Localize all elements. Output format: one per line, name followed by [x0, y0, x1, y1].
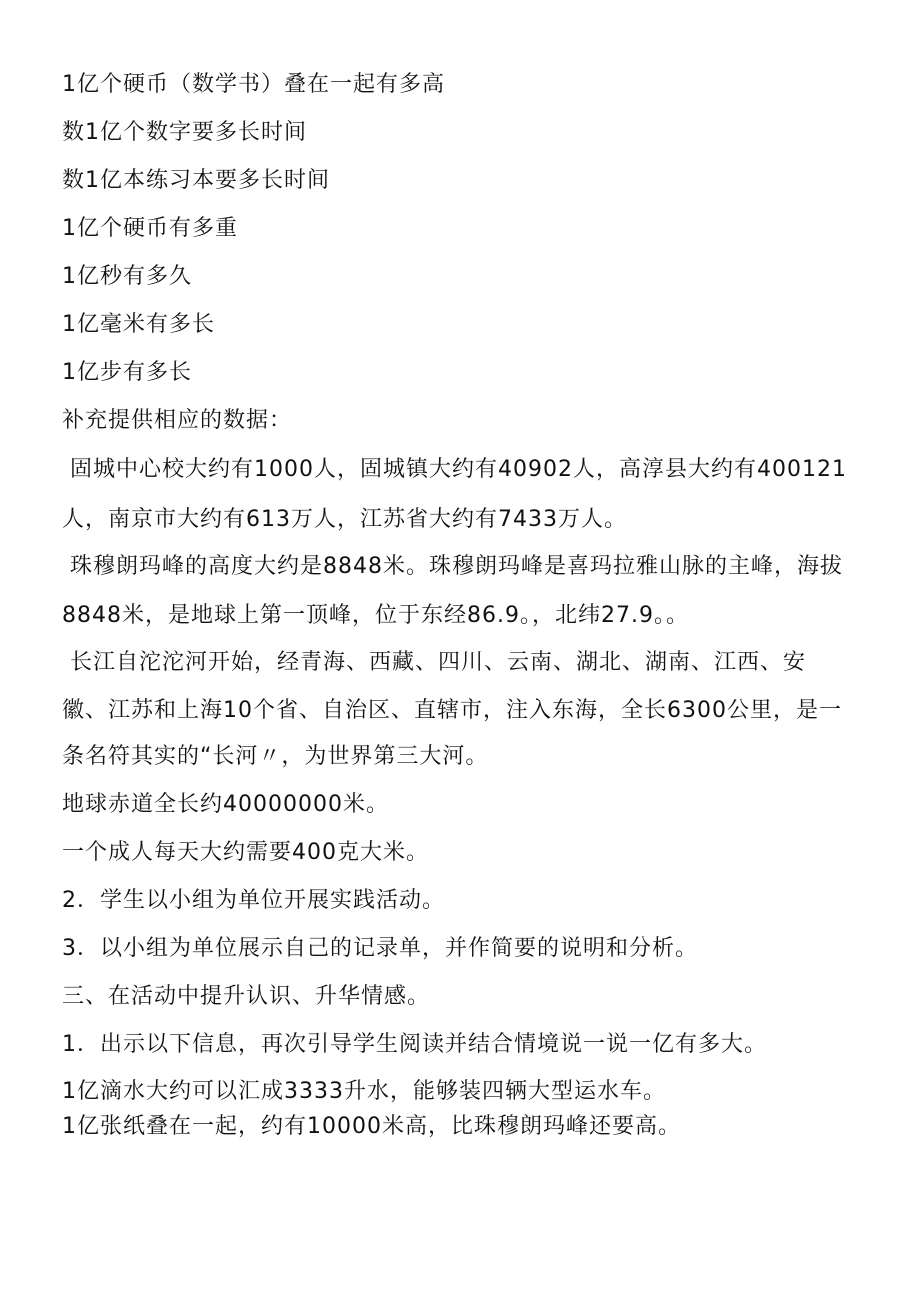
yangtze-paragraph-line-3: 条名符其实的“长河〃，为世界第三大河。 — [62, 744, 489, 769]
question-millimeters: 1亿毫米有多长 — [62, 312, 215, 337]
population-paragraph-line-1: 固城中心校大约有1000人，固城镇大约有40902人，高淳县大约有400121 — [70, 457, 847, 482]
paper-fact: 1亿张纸叠在一起，约有10000米高，比珠穆朗玛峰还要高。 — [62, 1114, 681, 1139]
equator-fact: 地球赤道全长约40000000米。 — [62, 792, 389, 817]
water-fact: 1亿滴水大约可以汇成3333升水，能够装四辆大型运水车。 — [62, 1079, 666, 1104]
section-three-heading: 三、在活动中提升认识、升华情感。 — [62, 984, 431, 1009]
question-coin-weight: 1亿个硬币有多重 — [62, 216, 238, 241]
everest-paragraph-line-2: 8848米，是地球上第一顶峰，位于东经86.9。，北纬27.9。。 — [62, 603, 689, 628]
step-2: 2．学生以小组为单位开展实践活动。 — [62, 888, 445, 913]
question-count-numbers: 数1亿个数字要多长时间 — [62, 120, 307, 145]
everest-paragraph-line-1: 珠穆朗玛峰的高度大约是8848米。珠穆朗玛峰是喜玛拉雅山脉的主峰，海拔 — [70, 554, 843, 579]
population-paragraph-line-2: 人，南京市大约有613万人，江苏省大约有7433万人。 — [62, 507, 627, 532]
question-coin-height: 1亿个硬币（数学书）叠在一起有多高 — [62, 72, 445, 97]
step-3: 3．以小组为单位展示自己的记录单，并作简要的说明和分析。 — [62, 936, 698, 961]
yangtze-paragraph-line-1: 长江自沱沱河开始，经青海、西藏、四川、云南、湖北、湖南、江西、安 — [70, 650, 807, 675]
supplement-heading: 补充提供相应的数据： — [62, 408, 293, 433]
question-count-notebooks: 数1亿本练习本要多长时间 — [62, 168, 330, 193]
question-steps: 1亿步有多长 — [62, 360, 192, 385]
rice-fact: 一个成人每天大约需要400克大米。 — [62, 840, 429, 865]
yangtze-paragraph-line-2: 徽、江苏和上海10个省、自治区、直辖市，注入东海，全长6300公里，是一 — [62, 698, 842, 723]
section-three-step-1: 1．出示以下信息，再次引导学生阅读并结合情境说一说一亿有多大。 — [62, 1032, 767, 1057]
question-seconds: 1亿秒有多久 — [62, 264, 192, 289]
